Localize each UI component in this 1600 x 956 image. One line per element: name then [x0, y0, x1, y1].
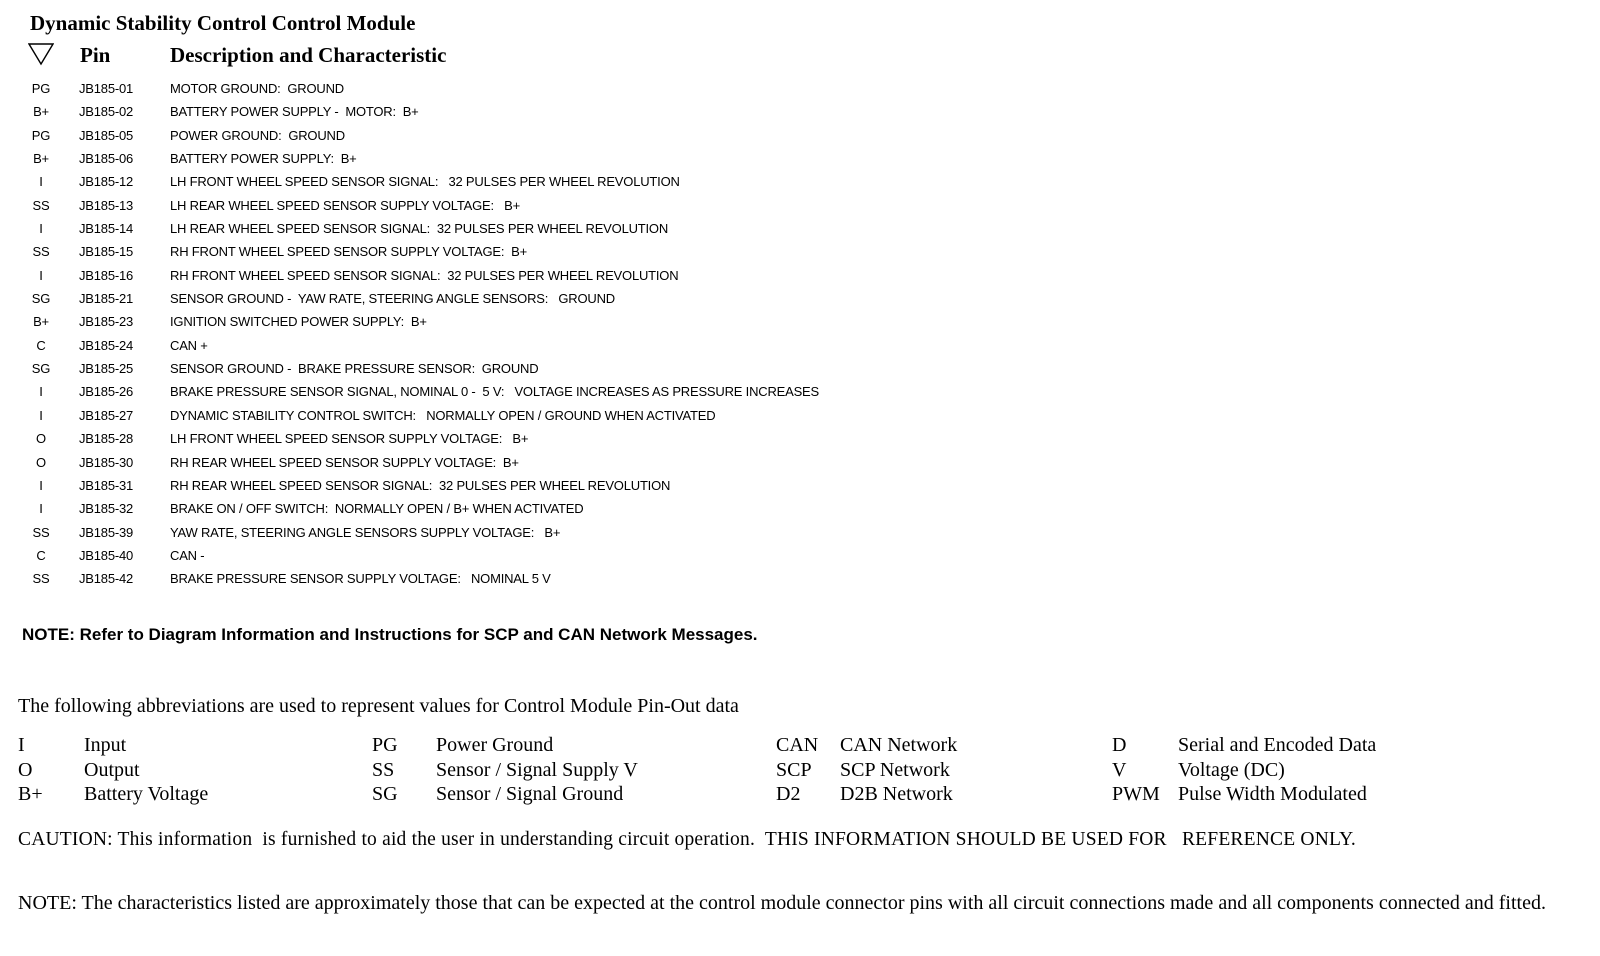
pin-number: JB185-05	[79, 127, 134, 143]
pin-row	[0, 170, 1000, 193]
abbreviation-code: SS	[372, 758, 395, 781]
pin-number: JB185-40	[79, 547, 134, 563]
pin-description: RH REAR WHEEL SPEED SENSOR SUPPLY VOLTAGE: B+	[170, 454, 519, 470]
page-title: Dynamic Stability Control Control Module	[30, 11, 416, 35]
abbreviation-code: I	[18, 734, 25, 756]
abbreviation-code: SG	[372, 783, 398, 805]
pin-type: I	[39, 477, 43, 493]
pin-description: RH FRONT WHEEL SPEED SENSOR SUPPLY VOLTAGE: B+	[170, 244, 527, 260]
pin-description: IGNITION SWITCHED POWER SUPPLY: B+	[170, 314, 427, 330]
pin-description: BRAKE PRESSURE SENSOR SUPPLY VOLTAGE: NOMINAL 5 V	[170, 571, 551, 587]
pin-number: JB185-32	[79, 501, 134, 517]
pin-number: JB185-13	[79, 197, 134, 213]
pin-number: JB185-14	[79, 221, 134, 237]
pin-description: CAN +	[170, 337, 208, 353]
abbreviation-meaning: Power Ground	[436, 734, 554, 756]
abbreviations-intro: The following abbreviations are used to represent values for Control Module Pin-Out data	[18, 695, 739, 717]
pin-row	[0, 264, 1000, 287]
pin-description: CAN -	[170, 547, 205, 563]
pin-type: C	[36, 337, 46, 353]
pin-row	[0, 497, 1000, 520]
pin-row	[0, 100, 1000, 123]
pin-type: C	[36, 547, 46, 563]
abbreviation-code: CAN	[776, 734, 819, 756]
pin-description: BRAKE ON / OFF SWITCH: NORMALLY OPEN / B+ WHEN ACTIVATED	[170, 501, 584, 517]
pin-row	[0, 357, 1000, 380]
pin-row	[0, 451, 1000, 474]
pin-type: I	[39, 174, 43, 190]
pin-type: I	[39, 501, 43, 517]
pin-description: RH REAR WHEEL SPEED SENSOR SIGNAL: 32 PULSES PER WHEEL REVOLUTION	[170, 477, 671, 493]
description-column-header: Description and Characteristic	[170, 43, 447, 67]
abbreviation-code: PG	[372, 734, 398, 756]
pin-number: JB185-02	[79, 104, 134, 120]
abbreviation-code: D	[1112, 734, 1127, 756]
pin-number: JB185-12	[79, 174, 134, 190]
pin-number: JB185-30	[79, 454, 134, 470]
pin-type: PG	[31, 81, 51, 96]
pin-description: MOTOR GROUND: GROUND	[170, 81, 344, 96]
pin-description: POWER GROUND: GROUND	[170, 127, 345, 143]
pin-row	[0, 474, 1000, 497]
pin-type: I	[39, 267, 43, 283]
abbreviation-code: D2	[776, 783, 801, 805]
characteristics-note: NOTE: The characteristics listed are approximately those that can be expected at the control module connector pins with all circuit connections made and all components connected and fitted.	[18, 892, 1546, 914]
pin-type: I	[39, 407, 43, 423]
abbreviation-meaning: CAN Network	[840, 734, 958, 756]
pin-number: JB185-21	[79, 291, 134, 307]
pin-type: SS	[32, 244, 50, 260]
pin-row	[0, 240, 1000, 263]
pin-type: I	[39, 221, 43, 237]
pin-type: SG	[31, 291, 51, 307]
pin-number: JB185-16	[79, 267, 134, 283]
pin-number: JB185-31	[79, 477, 134, 493]
pin-type: B+	[33, 151, 49, 167]
pin-type: B+	[33, 104, 49, 120]
pin-number: JB185-42	[79, 571, 134, 587]
pin-description: YAW RATE, STEERING ANGLE SENSORS SUPPLY VOLTAGE: B+	[170, 524, 561, 540]
caution-text: CAUTION: This information is furnished to aid the user in understanding circuit operation. THIS INFORMATION SHOULD BE USED FOR REFERENCE ONLY.	[18, 829, 1356, 850]
pin-row	[0, 147, 1000, 170]
pin-type: B+	[33, 314, 49, 330]
abbreviation-code: SCP	[776, 758, 812, 781]
pin-description: BATTERY POWER SUPPLY - MOTOR: B+	[170, 104, 419, 120]
pin-number: JB185-39	[79, 524, 134, 540]
pin-number: JB185-06	[79, 151, 134, 167]
pin-description: SENSOR GROUND - BRAKE PRESSURE SENSOR: GROUND	[170, 361, 539, 377]
pin-type: SS	[32, 571, 50, 587]
pin-type: O	[36, 431, 46, 447]
pin-row	[0, 544, 1000, 567]
pin-row	[0, 217, 1000, 240]
pin-row	[0, 521, 1000, 544]
pin-number: JB185-28	[79, 431, 134, 447]
pin-number: JB185-23	[79, 314, 134, 330]
pin-number: JB185-27	[79, 407, 134, 423]
abbreviation-code: V	[1112, 758, 1127, 781]
abbreviation-meaning: Sensor / Signal Supply V	[436, 758, 638, 781]
pin-type: O	[36, 454, 46, 470]
pin-row	[0, 427, 1000, 450]
pin-type: I	[39, 384, 43, 400]
pin-description: DYNAMIC STABILITY CONTROL SWITCH: NORMALLY OPEN / GROUND WHEN ACTIVATED	[170, 407, 716, 423]
pin-row	[0, 380, 1000, 403]
pin-row	[0, 287, 1000, 310]
pin-row	[0, 404, 1000, 427]
pin-type: PG	[31, 127, 51, 143]
pin-row	[0, 77, 1000, 100]
pin-row	[0, 567, 1000, 590]
pin-description: BATTERY POWER SUPPLY: B+	[170, 151, 357, 167]
abbreviation-code: O	[18, 758, 33, 781]
abbreviation-meaning: Output	[84, 758, 140, 781]
abbreviations-legend	[0, 733, 1600, 813]
pin-number: JB185-24	[79, 337, 134, 353]
pin-description: BRAKE PRESSURE SENSOR SIGNAL, NOMINAL 0 - 5 V: VOLTAGE INCREASES AS PRESSURE INCREASES	[170, 384, 819, 400]
pin-type: SS	[32, 524, 50, 540]
pin-description: LH FRONT WHEEL SPEED SENSOR SUPPLY VOLTAGE: B+	[170, 431, 529, 447]
abbreviation-meaning: Sensor / Signal Ground	[436, 783, 624, 805]
pin-type: SS	[32, 197, 50, 213]
abbreviation-meaning: SCP Network	[840, 758, 950, 781]
pin-description: LH REAR WHEEL SPEED SENSOR SUPPLY VOLTAGE: B+	[170, 197, 521, 213]
abbreviation-code: PWM	[1112, 783, 1160, 805]
abbreviation-meaning: Voltage (DC)	[1178, 758, 1285, 781]
abbreviation-meaning: Pulse Width Modulated	[1178, 783, 1367, 805]
pin-number: JB185-01	[79, 81, 134, 96]
pin-description: SENSOR GROUND - YAW RATE, STEERING ANGLE SENSORS: GROUND	[170, 291, 615, 307]
pin-row	[0, 310, 1000, 333]
network-note: NOTE: Refer to Diagram Information and Instructions for SCP and CAN Network Messages.	[22, 625, 758, 644]
triangle-down-icon	[28, 42, 54, 66]
abbreviation-meaning: Input	[84, 734, 127, 756]
pin-description: RH FRONT WHEEL SPEED SENSOR SIGNAL: 32 PULSES PER WHEEL REVOLUTION	[170, 267, 679, 283]
pin-number: JB185-26	[79, 384, 134, 400]
pin-row	[0, 124, 1000, 147]
pin-table	[0, 77, 1000, 591]
pin-column-header: Pin	[80, 43, 111, 67]
pin-row	[0, 334, 1000, 357]
pin-type: SG	[31, 361, 51, 377]
pin-description: LH FRONT WHEEL SPEED SENSOR SIGNAL: 32 PULSES PER WHEEL REVOLUTION	[170, 174, 680, 190]
abbreviation-code: B+	[18, 783, 43, 805]
pin-number: JB185-25	[79, 361, 134, 377]
abbreviation-meaning: D2B Network	[840, 783, 953, 805]
abbreviation-meaning: Battery Voltage	[84, 783, 209, 805]
pin-number: JB185-15	[79, 244, 134, 260]
abbreviation-meaning: Serial and Encoded Data	[1178, 734, 1377, 756]
pin-row	[0, 194, 1000, 217]
pin-description: LH REAR WHEEL SPEED SENSOR SIGNAL: 32 PULSES PER WHEEL REVOLUTION	[170, 221, 669, 237]
